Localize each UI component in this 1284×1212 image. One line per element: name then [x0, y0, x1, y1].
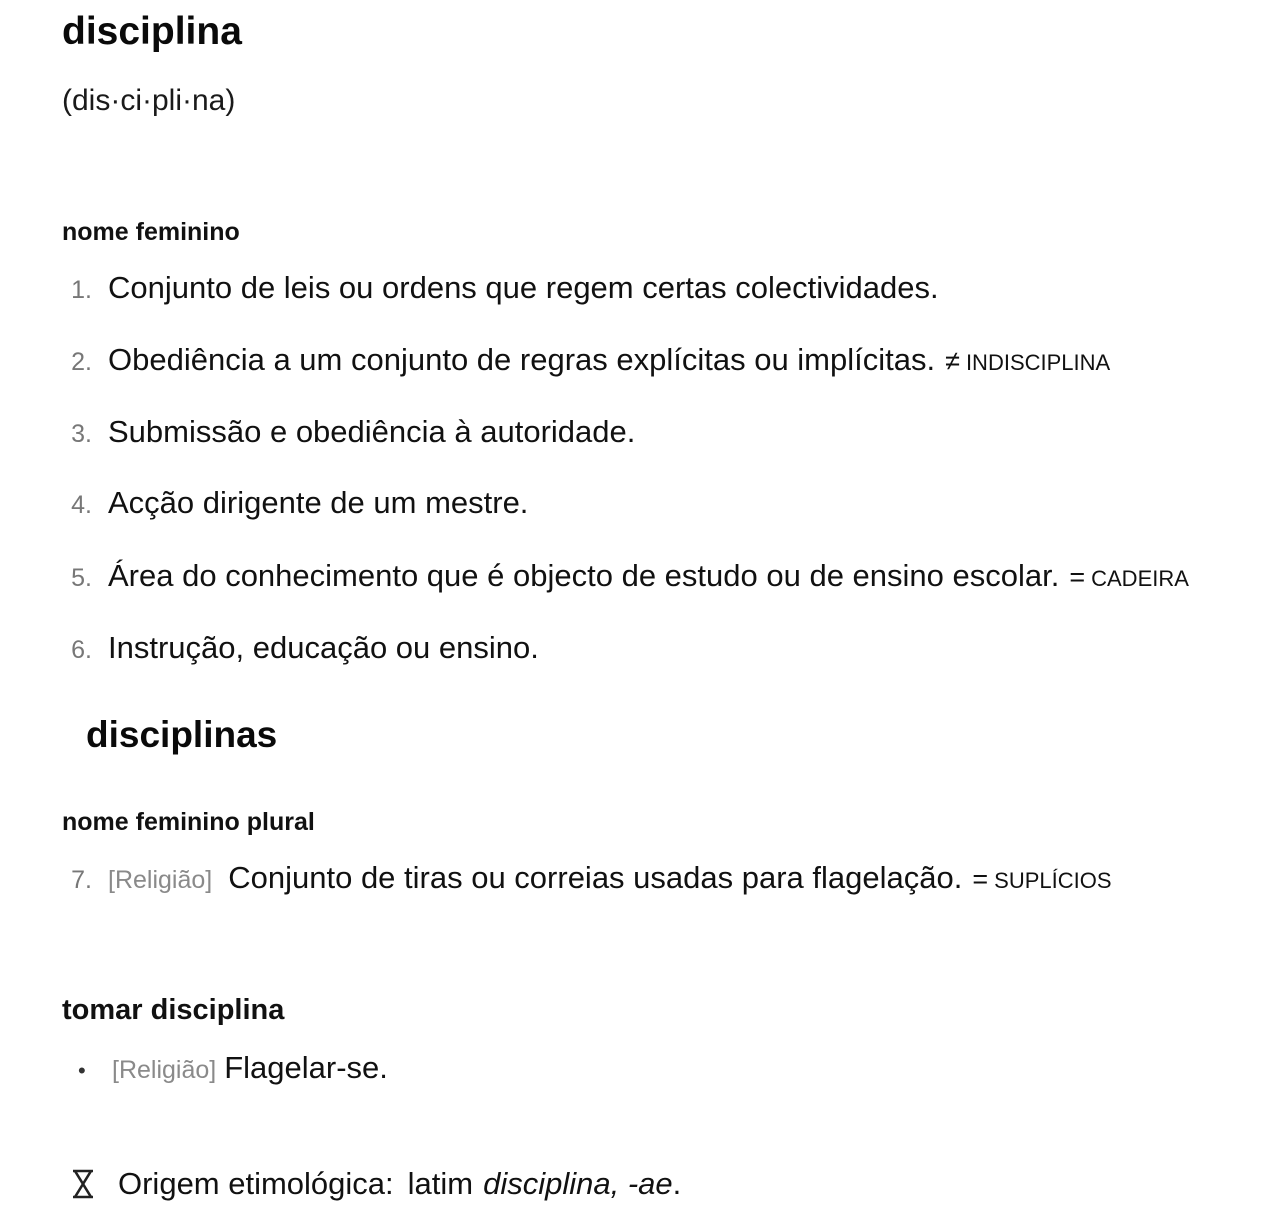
sense-definition: Instrução, educação ou ensino.	[108, 630, 539, 665]
sense-item	[0, 630, 539, 670]
part-of-speech: nome feminino plural	[62, 808, 315, 836]
sense-item	[0, 342, 1110, 382]
etymology-language: latim	[407, 1166, 474, 1201]
headword: disciplina	[62, 10, 242, 53]
sense-definition: Conjunto de leis ou ordens que regem certas colectividades.	[108, 270, 939, 305]
sense-number: 7.	[71, 866, 92, 894]
etymology-label: Origem etimológica:	[118, 1166, 394, 1201]
synonym-symbol: =	[972, 864, 989, 894]
sense-number: 2.	[71, 348, 92, 376]
antonym-reference[interactable]	[945, 346, 1110, 377]
hourglass-icon	[66, 1167, 100, 1201]
phrase-title: tomar disciplina	[62, 994, 285, 1026]
sense-item	[0, 558, 1189, 598]
plural-headword: disciplinas	[86, 714, 278, 755]
domain-label: [Religião]	[112, 1056, 217, 1084]
antonym-symbol: ≠	[945, 346, 960, 376]
phrase-definition: Flagelar-se.	[224, 1050, 388, 1085]
sense-definition: Conjunto de tiras ou correias usadas para flagelação.	[228, 860, 963, 895]
sense-item	[0, 860, 1112, 900]
sense-definition: Área do conhecimento que é objecto de estudo ou de ensino escolar.	[108, 558, 1060, 593]
synonym-link[interactable]: CADEIRA	[1091, 566, 1189, 591]
phrase-sense	[78, 1050, 388, 1086]
sense-number: 3.	[71, 420, 92, 448]
sense-definition: Acção dirigente de um mestre.	[108, 485, 529, 520]
antonym-link[interactable]: INDISCIPLINA	[965, 350, 1111, 375]
sense-item	[0, 485, 528, 525]
etymon: disciplina, -ae	[483, 1166, 673, 1201]
bullet-icon: •	[78, 1058, 86, 1083]
sense-definition: Submissão e obediência à autoridade.	[108, 414, 636, 449]
sense-definition: Obediência a um conjunto de regras explícitas ou implícitas.	[108, 342, 936, 377]
sense-number: 6.	[71, 636, 92, 664]
sense-number: 1.	[71, 276, 92, 304]
synonym-symbol: =	[1069, 562, 1086, 592]
sense-number: 4.	[71, 491, 92, 519]
sense-number: 5.	[71, 564, 92, 592]
domain-label: [Religião]	[108, 866, 213, 894]
sense-item	[0, 270, 939, 310]
sense-item	[0, 414, 635, 454]
etymology	[66, 1166, 681, 1202]
part-of-speech: nome feminino	[62, 218, 240, 246]
synonym-link[interactable]: SUPLÍCIOS	[994, 868, 1112, 893]
syllabification: (dis·ci·pli·na)	[62, 84, 236, 117]
etymology-end: .	[672, 1166, 682, 1201]
synonym-reference[interactable]	[972, 864, 1111, 895]
synonym-reference[interactable]	[1069, 562, 1189, 593]
